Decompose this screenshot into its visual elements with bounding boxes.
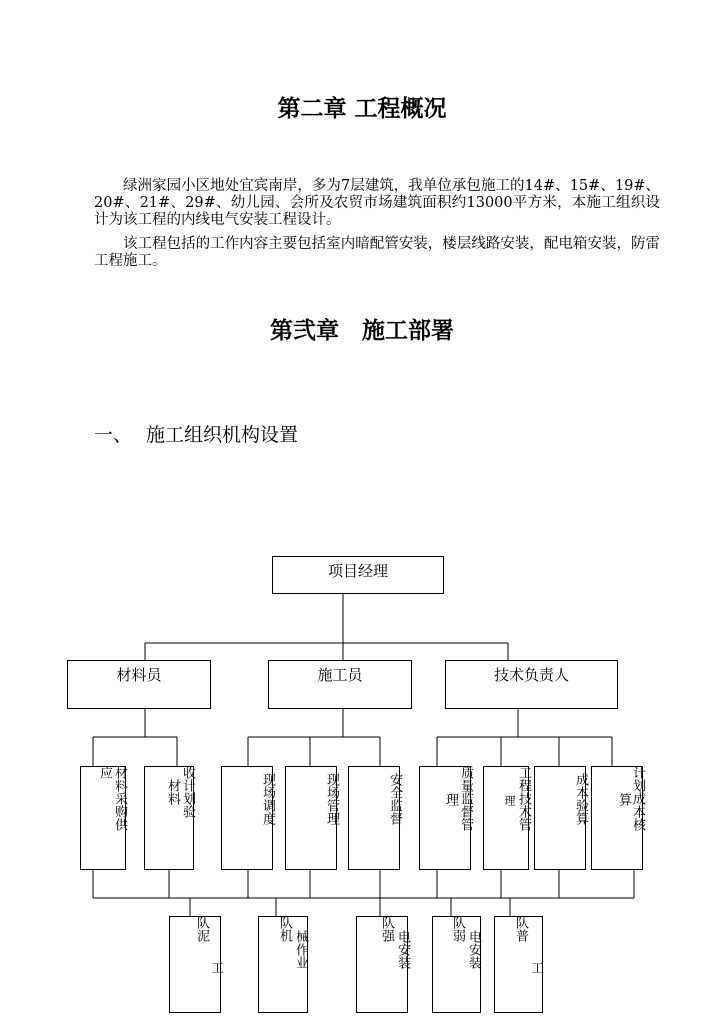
duty-text-right: 安全监督 xyxy=(387,773,402,825)
org-box-project-manager xyxy=(272,556,444,594)
duty-text-left: 应 xyxy=(97,766,112,779)
duty-text-left: 材料 xyxy=(165,779,180,805)
duty-text-left: 理 xyxy=(503,795,516,806)
org-box-material-officer xyxy=(67,660,211,709)
duty-text-right: 计划成本核 xyxy=(630,766,645,831)
org-box-construction-officer xyxy=(268,660,412,709)
org-box-label: 施工员 xyxy=(317,666,363,684)
duty-text-right: 收计划验 xyxy=(180,766,195,818)
duty-text-right: 现场管理 xyxy=(324,773,339,825)
duty-text-right: 成本验算 xyxy=(573,773,588,825)
org-box-technical-lead xyxy=(445,660,618,709)
team-text-top: 队普 xyxy=(513,916,528,942)
team-text-bottom: 械作业 xyxy=(293,930,308,969)
duty-text-right: 质量监督管 xyxy=(458,766,473,831)
org-duty-technical-management xyxy=(483,766,529,870)
org-duty-site-dispatch xyxy=(221,766,273,870)
org-duty-quality-supervision xyxy=(419,766,471,870)
org-duty-material-inspection xyxy=(144,766,194,870)
chapter2-paragraph-1: 绿洲家园小区地处宜宾南岸，多为7层建筑，我单位承包施工的14#、15#、19#、20#、21#、29#、幼儿园、会所及农贸市场建筑面积约13000平方米，本施工组织设计为该工程的内线电气安装工程设计。 xyxy=(94,178,660,228)
org-box-label: 材料员 xyxy=(116,666,162,684)
org-duty-material-procurement xyxy=(80,766,126,870)
org-duty-planned-cost-accounting xyxy=(591,766,643,870)
duty-text-left: 算 xyxy=(616,793,631,806)
org-team-masonry xyxy=(169,916,221,1013)
chapter2-paragraph-2: 该工程包括的工作内容主要包括室内暗配管安装，楼层线路安装，配电箱安装，防雷工程施工。 xyxy=(94,236,660,269)
section-title: 施工组织机构设置 xyxy=(146,424,299,446)
team-text-bottom: 电安装 xyxy=(466,930,481,969)
team-text-bottom: 工 xyxy=(528,961,543,974)
org-team-machinery xyxy=(258,916,308,1013)
org-duty-safety-supervision xyxy=(348,766,400,870)
team-text-top: 队机 xyxy=(277,916,292,942)
org-team-heavy-current xyxy=(356,916,408,1013)
chapter2-title: 第二章 工程概况 xyxy=(277,96,447,122)
duty-text-left: 理 xyxy=(443,793,458,806)
duty-text-right: 现场调度 xyxy=(260,773,275,825)
team-text-bottom: 工 xyxy=(208,961,223,974)
team-text-top: 队弱 xyxy=(450,916,465,942)
team-text-bottom: 电安装 xyxy=(395,930,410,969)
org-team-weak-current xyxy=(432,916,481,1013)
org-box-label: 技术负责人 xyxy=(493,666,569,684)
org-box-label: 项目经理 xyxy=(327,562,388,580)
duty-text-right: 工程技术管 xyxy=(516,766,531,831)
org-team-general-labor xyxy=(494,916,543,1013)
section-number: 一、 xyxy=(94,424,133,446)
team-text-top: 队泥 xyxy=(194,916,209,942)
org-duty-site-management xyxy=(285,766,337,870)
duty-text-right: 材料采购供 xyxy=(112,766,127,831)
org-duty-cost-checking xyxy=(534,766,586,870)
team-text-top: 队强 xyxy=(379,916,394,942)
chapter3-title: 第弐章 施工部署 xyxy=(270,318,454,344)
